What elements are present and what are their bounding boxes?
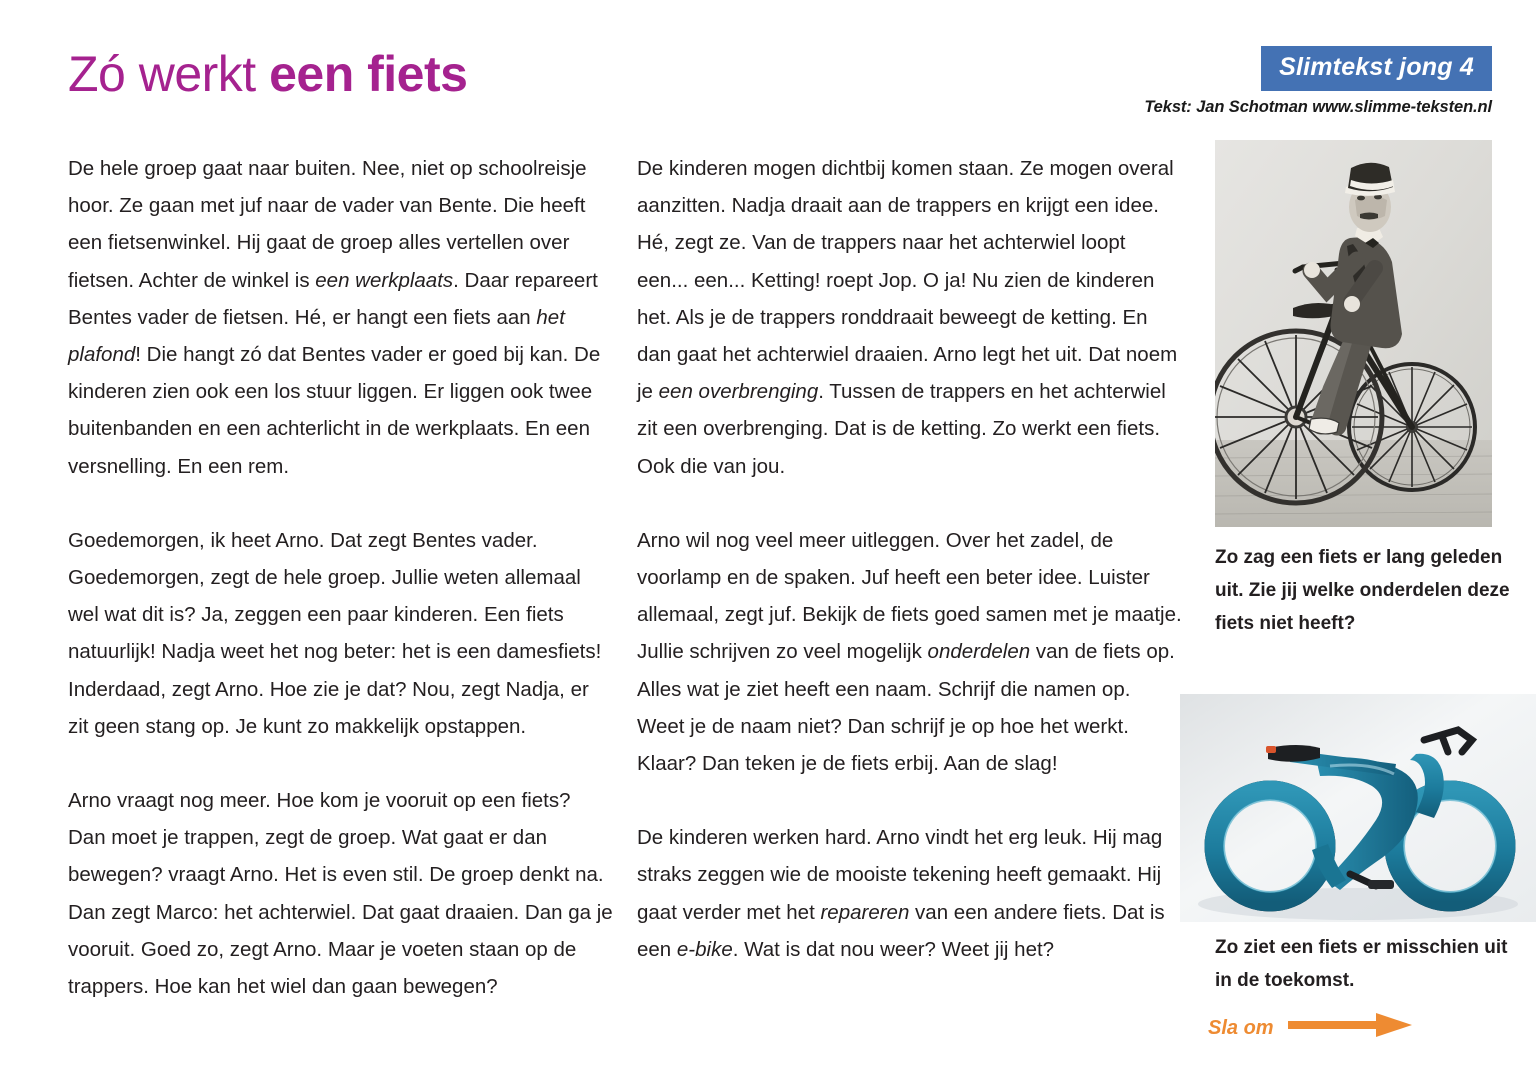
turn-page-label: Sla om <box>1208 1016 1274 1039</box>
text-column-left <box>68 150 613 1005</box>
text-run: ! Die hangt zó dat Bentes vader er goed bij kan. De kinderen zien ook een los stuur liggen. Er liggen ook twee buitenbanden en een achterlicht in de werkplaats. En een versnelling. En een rem. <box>68 343 601 478</box>
byline: Tekst: Jan Schotman www.slimme-teksten.nl <box>1144 98 1492 116</box>
page-title <box>68 44 748 104</box>
caption-future-photo: Zo ziet een fiets er misschien uit in de toekomst. <box>1215 937 1508 991</box>
text-run: . Wat is dat nou weer? Weet jij het? <box>732 937 1055 961</box>
text-run: De kinderen werken hard. Arno vindt het erg leuk. Hij mag straks zeggen wie de mooiste tekening heeft gemaakt. Hij gaat verder met het <box>637 826 1163 924</box>
photo-concept-bicycle <box>1180 694 1536 922</box>
emphasised-term: een overbrenging <box>658 380 819 404</box>
body-paragraph <box>68 522 613 745</box>
page-title-light: Zó werkt <box>68 46 270 102</box>
arrow-right-icon <box>1288 1012 1412 1043</box>
image-rail <box>1180 0 1536 1075</box>
series-badge: Slimtekst jong 4 <box>1261 46 1492 91</box>
body-paragraph <box>637 150 1182 485</box>
masthead <box>68 44 748 114</box>
text-run: . Daar repareert Bentes vader de fietsen. Hé, er hangt een fiets aan <box>68 268 598 329</box>
body-paragraph <box>68 150 613 485</box>
turn-page-hint <box>1208 1012 1412 1043</box>
text-run: van de fiets op. Alles wat je ziet heeft een naam. Schrijf die namen op. Weet je de naam niet? Dan schrijf je op hoe het werkt. Klaar? Dan teken je de fiets erbij. Aan de slag! <box>637 640 1175 776</box>
text-run: Arno vraagt nog meer. Hoe kom je vooruit op een fiets? Dan moet je trappen, zegt de groep. Wat gaat er dan bewegen? vraagt Arno. Het is even stil. De groep denkt na. Dan zegt Marco: het achterwiel. Dat gaat draaien. Dan ga je vooruit. Goed zo, zegt Arno. Maar je voeten staan op de trappers. Hoe kan het wiel dan gaan bewegen? <box>68 789 613 999</box>
text-run: . Tussen de trappers en het achterwiel zit een overbrenging. Dat is de ketting. Zo werkt een fiets. Ook die van jou. <box>637 380 1166 478</box>
emphasised-term: onderdelen <box>927 640 1031 664</box>
text-run: De kinderen mogen dichtbij komen staan. Ze mogen overal aanzitten. Nadja draait aan de trappers en krijgt een idee. Hé, zegt ze. Van de trappers naar het achterwiel loopt een... een... Ketting! roept Jop. O ja! Nu zien de kinderen het. Als je de trappers ronddraait beweegt de ketting. En dan gaat het achterwiel draaien. Arno legt het uit. Dat noem je <box>637 157 1178 404</box>
text-run: Arno wil nog veel meer uitleggen. Over het zadel, de voorlamp en de spaken. Juf heeft een beter idee. Luister allemaal, zegt juf. Bekijk de fiets goed samen met je maatje. Jullie schrijven zo veel mogelijk <box>637 528 1182 664</box>
emphasised-term: e-bike <box>676 937 733 961</box>
emphasised-term: een werkplaats <box>315 268 454 292</box>
body-paragraph <box>637 522 1182 782</box>
caption-vintage-photo: Zo zag een fiets er lang geleden uit. Zie jij welke onderdelen deze fiets niet heeft? <box>1215 547 1510 634</box>
photo-vintage-bicycle <box>1215 140 1492 527</box>
emphasised-term: het plafond <box>68 305 565 367</box>
text-run: De hele groep gaat naar buiten. Nee, niet op schoolreisje hoor. Ze gaan met juf naar de vader van Bente. Die heeft een fietsenwinkel. Hij gaat de groep alles vertellen over fietsen. Achter de winkel is <box>68 157 587 292</box>
text-run: van een andere fiets. Dat is een <box>637 900 1165 961</box>
emphasised-term: repareren <box>820 900 910 924</box>
body-paragraph <box>637 819 1182 968</box>
text-column-right <box>637 150 1182 968</box>
body-paragraph <box>68 782 613 1005</box>
text-run: Goedemorgen, ik heet Arno. Dat zegt Bentes vader. Goedemorgen, zegt de hele groep. Jullie weten allemaal wel wat dit is? Ja, zeggen een paar kinderen. Een fiets natuurlijk! Nadja weet het nog beter: het is een damesfiets! Inderdaad, zegt Arno. Hoe zie je dat? Nou, zegt Nadja, er zit geen stang op. Je kunt zo makkelijk opstappen. <box>68 528 602 738</box>
page-title-bold: een fiets <box>269 46 468 102</box>
